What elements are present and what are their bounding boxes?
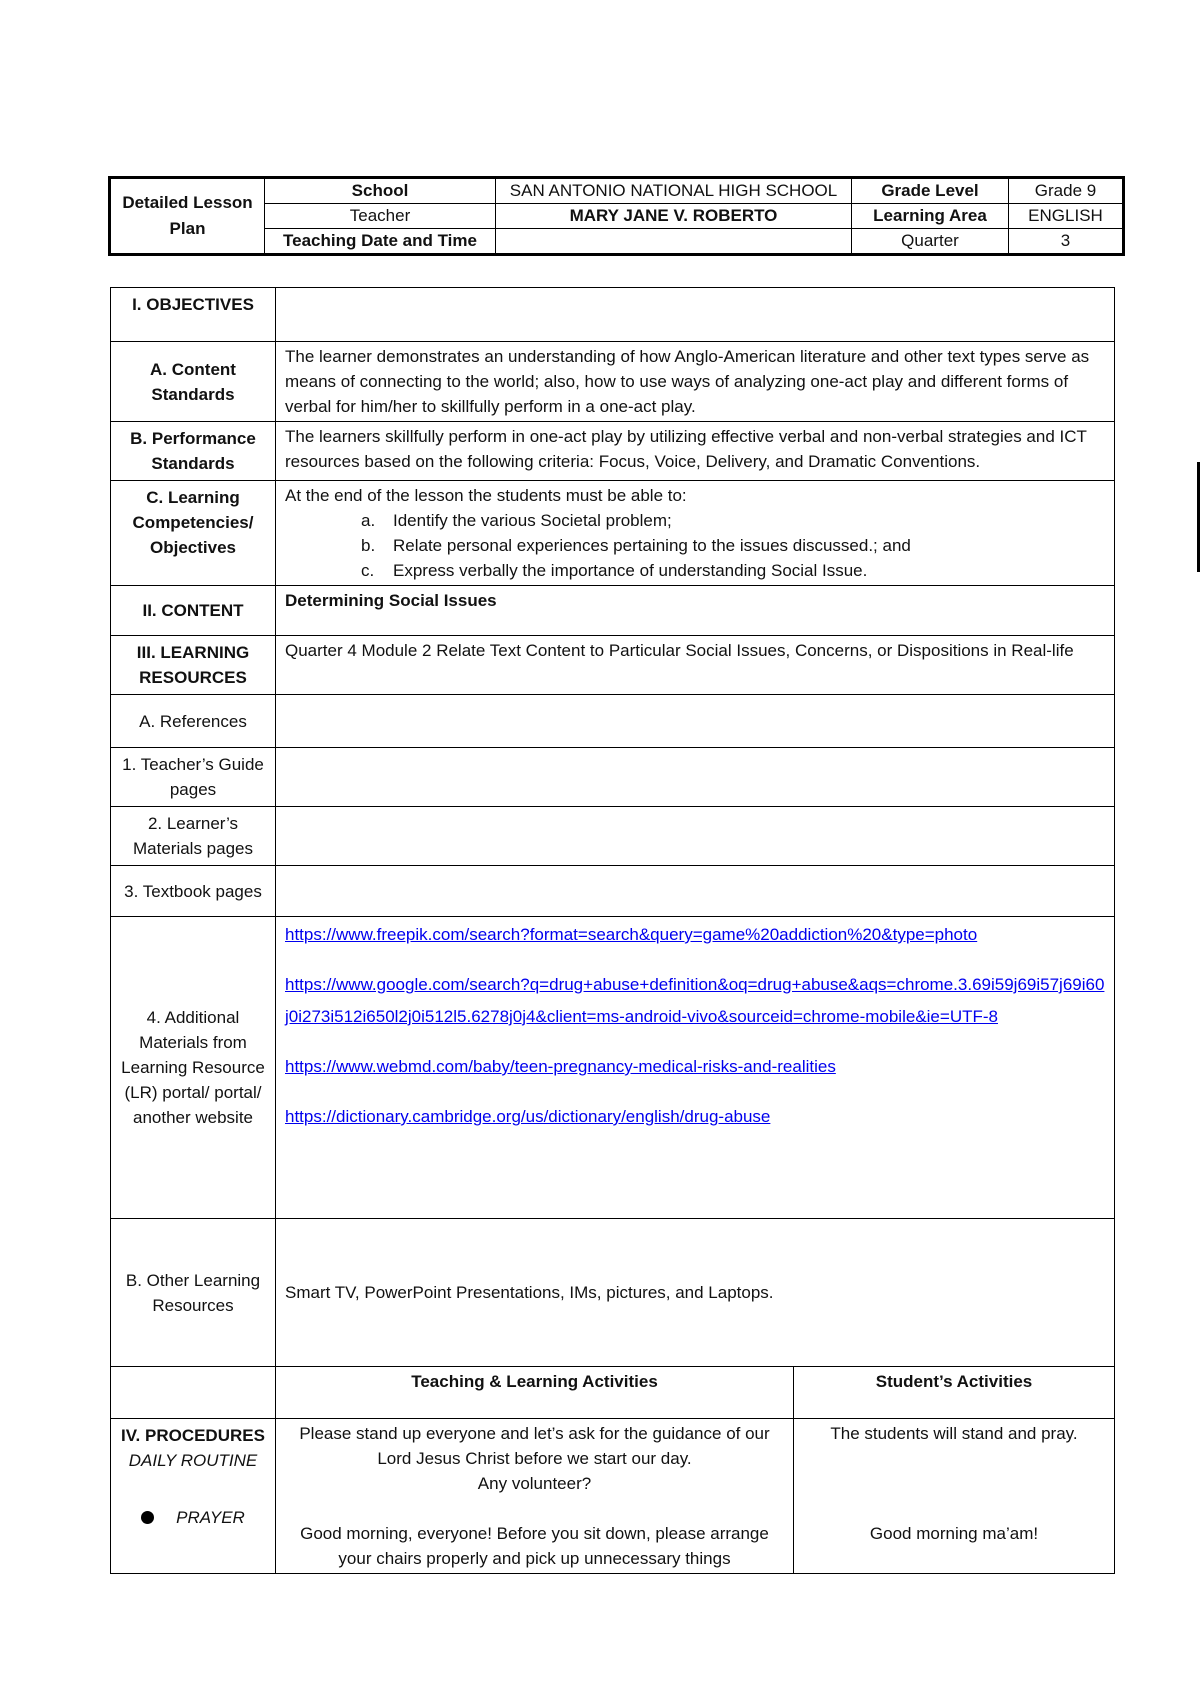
content-standards-label: A. Content Standards: [111, 342, 276, 422]
teacher-prayer-text: Please stand up everyone and let’s ask for the guidance of our Lord Jesus Christ before we start our day.: [299, 1424, 770, 1468]
objectives-label: I. OBJECTIVES: [111, 288, 276, 342]
other-resources-text: Smart TV, PowerPoint Presentations, IMs, pictures, and Laptops.: [276, 1219, 1115, 1367]
content-text: Determining Social Issues: [276, 586, 1115, 636]
content-standards-text: The learner demonstrates an understanding of how Anglo-American literature and other text types serve as means of connecting to the world; also, how to use ways of analyzing one-act play and different forms of verbal for him/her to skillfully perform in a one-act play.: [276, 342, 1115, 422]
list-marker: c.: [361, 561, 375, 580]
grade-level-label: Grade Level: [852, 178, 1009, 204]
lesson-plan-header: [108, 176, 1125, 256]
freepik-link[interactable]: https://www.freepik.com/search?format=search&query=game%20addiction%20&type=photo: [285, 925, 978, 944]
grade-level-value: Grade 9: [1009, 178, 1124, 204]
textbook-label: 3. Textbook pages: [111, 866, 276, 917]
google-search-link[interactable]: https://www.google.com/search?q=drug+abuse+definition&oq=drug+abuse&aqs=chrome.3.69i59j69i57j69i60j0i273i512i650l2j0i512l5.6278j0j4&client=ms-android-vivo&sourceid=chrome-mobile&ie=UTF-8: [285, 975, 1105, 1026]
learning-area-label: Learning Area: [852, 204, 1009, 229]
learners-materials-label: 2. Learner’s Materials pages: [111, 807, 276, 866]
additional-materials-label: 4. Additional Materials from Learning Resource (LR) portal/ portal/ another website: [111, 917, 276, 1219]
prayer-label: PRAYER: [176, 1508, 245, 1527]
lesson-plan-body: [110, 287, 1115, 1574]
teacher-label: Teacher: [265, 204, 496, 229]
competencies-list: [285, 508, 1105, 583]
student-prayer-text: The students will stand and pray.: [830, 1424, 1078, 1443]
list-marker: a.: [361, 511, 376, 530]
procedures-label-cell: [111, 1419, 276, 1574]
performance-standards-text: The learners skillfully perform in one-act play by utilizing effective verbal and non-verbal strategies and ICT resources based on the following criteria: Focus, Voice, Delivery, and Dramatic Conventions.: [276, 422, 1115, 481]
teacher-activity-cell: [276, 1419, 794, 1574]
teacher-volunteer-text: Any volunteer?: [477, 1474, 592, 1493]
student-activity-cell: [794, 1419, 1115, 1574]
content-label: II. CONTENT: [111, 586, 276, 636]
webmd-link[interactable]: https://www.webmd.com/baby/teen-pregnancy-medical-risks-and-realities: [285, 1057, 836, 1076]
cambridge-link[interactable]: https://dictionary.cambridge.org/us/dictionary/english/drug-abuse: [285, 1107, 771, 1126]
teachers-guide-label: 1. Teacher’s Guide pages: [111, 748, 276, 807]
list-item: [285, 533, 1105, 558]
learning-resources-text: Quarter 4 Module 2 Relate Text Content to Particular Social Issues, Concerns, or Dispositions in Real-life: [276, 636, 1115, 695]
learners-materials-empty: [276, 807, 1115, 866]
teaching-activities-header: Teaching & Learning Activities: [276, 1367, 794, 1419]
prayer-item: [117, 1505, 269, 1530]
learning-resources-label: III. LEARNING RESOURCES: [111, 636, 276, 695]
list-item: [285, 508, 1105, 533]
competencies-intro: At the end of the lesson the students must be able to:: [285, 486, 687, 505]
teaching-date-label: Teaching Date and Time: [265, 229, 496, 255]
school-label: School: [265, 178, 496, 204]
procedures-header-empty: [111, 1367, 276, 1419]
quarter-label: Quarter: [852, 229, 1009, 255]
textbook-empty: [276, 866, 1115, 917]
daily-routine-label: DAILY ROUTINE: [128, 1451, 258, 1470]
references-empty: [276, 695, 1115, 748]
references-label: A. References: [111, 695, 276, 748]
teacher-value: MARY JANE V. ROBERTO: [496, 204, 852, 229]
teaching-date-value: [496, 229, 852, 255]
header-title: Detailed Lesson Plan: [110, 178, 265, 255]
school-value: SAN ANTONIO NATIONAL HIGH SCHOOL: [496, 178, 852, 204]
quarter-value: 3: [1009, 229, 1124, 255]
list-marker: b.: [361, 536, 376, 555]
list-item-text: Express verbally the importance of understanding Social Issue.: [393, 561, 868, 580]
teacher-greeting-text: Good morning, everyone! Before you sit down, please arrange your chairs properly and pick up unnecessary things: [300, 1524, 769, 1568]
list-item-text: Identify the various Societal problem;: [393, 511, 672, 530]
bullet-icon: [141, 1511, 154, 1524]
learning-area-value: ENGLISH: [1009, 204, 1124, 229]
student-activities-header: Student’s Activities: [794, 1367, 1115, 1419]
other-resources-label: B. Other Learning Resources: [111, 1219, 276, 1367]
performance-standards-label: B. Performance Standards: [111, 422, 276, 481]
teachers-guide-empty: [276, 748, 1115, 807]
list-item: [285, 558, 1105, 583]
objectives-empty: [276, 288, 1115, 342]
procedures-label: IV. PROCEDURES: [121, 1426, 265, 1445]
student-greeting-text: Good morning ma’am!: [869, 1524, 1039, 1543]
additional-materials-links: [276, 917, 1115, 1219]
learning-competencies-cell: [276, 481, 1115, 586]
list-item-text: Relate personal experiences pertaining to the issues discussed.; and: [393, 536, 911, 555]
learning-competencies-label: C. Learning Competencies/ Objectives: [111, 481, 276, 586]
